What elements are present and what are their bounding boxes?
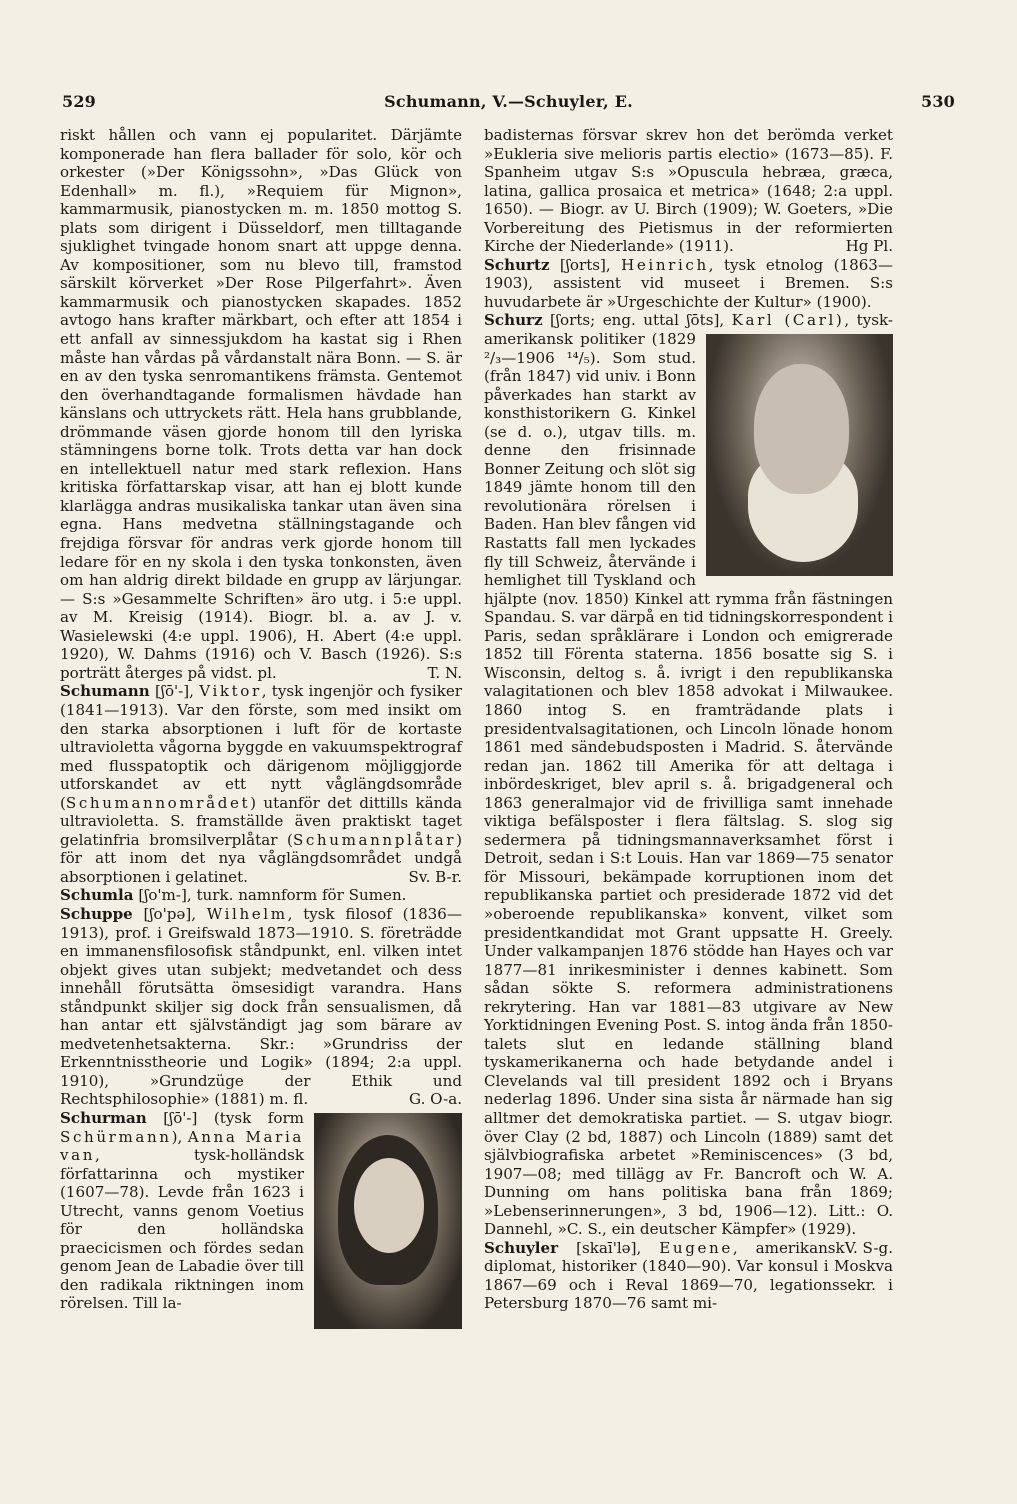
portrait-face: [754, 364, 849, 494]
entry-text: , tysk ingenjör och fysiker (1841—1913). Var den förste, som med insikt om den starka absorptionen i luft för de kortaste ultravioletta vågorna byggde en vakuumspektrograf med flusspatoptik och därigenom möjliggjorde utforskandet av ett nytt våglängdsområde (: [60, 682, 463, 812]
headword: Schuyler: [484, 1238, 559, 1257]
entry-text: , tysk-holländsk författarinna och mystiker (1607—78). Levde från 1623 i Utrecht, vanns genom Voetius för den holländska praecicismen och fördes sedan genom Jean de Labadie över till den radikala riktningen inom rörelsen. Till la-: [60, 1146, 304, 1313]
given-name: Wilhelm: [206, 904, 288, 923]
pronunciation: [skaī'lə],: [558, 1238, 660, 1257]
spaced-term: Schürmann: [60, 1127, 172, 1146]
portrait-carl-schurz: [706, 334, 893, 576]
given-name: Heinrich: [621, 255, 709, 274]
spaced-term: Schumannområdet: [65, 793, 251, 812]
entry-text: , tysk etnolog (1863—1903), assistent vid museet i Bremen. S:s huvudarbete är »Urgeschichte der Kultur» (1900).: [484, 255, 893, 311]
entry-schumla: [60, 886, 462, 905]
entry-text: [ʃo'm-], turk. namnform för Sumen.: [133, 886, 407, 905]
headword: Schuppe: [60, 904, 133, 923]
entry-schumann-viktor: [60, 682, 462, 886]
headword: Schurz: [484, 311, 543, 330]
entry-schuyler: [484, 1239, 893, 1313]
entry-text: , amerikansk diplomat, historiker (1840—90). Var konsul i Moskva 1867—69 och i Reval 1869—70, legationssekr. i Petersburg 1870—76 samt mi-: [484, 1238, 893, 1313]
pronunciation: [ʃo'pə],: [132, 904, 207, 923]
signature: V. S-g.: [844, 1238, 893, 1257]
pronunciation: [ʃō'-] (tysk form: [146, 1108, 304, 1127]
left-page-number: 529: [62, 92, 96, 111]
spaced-term: Schumannplåtar: [292, 830, 457, 849]
running-header: [62, 92, 955, 120]
given-name: Eugene: [659, 1238, 733, 1257]
headword: Schurman: [60, 1108, 147, 1127]
entry-schurtz: [484, 256, 893, 312]
signature: Sv. B-r.: [408, 867, 462, 886]
portrait-face: [354, 1158, 424, 1253]
given-name: Viktor: [199, 682, 262, 701]
signature: G. O-a.: [409, 1090, 462, 1109]
pronunciation: [ʃorts],: [549, 255, 622, 274]
pronunciation: [ʃō'-],: [149, 682, 200, 701]
signature: T. N.: [427, 663, 462, 682]
given-name: Karl (Carl): [731, 311, 845, 330]
pronunciation: [ʃorts; eng. uttal ʃōts],: [542, 311, 732, 330]
schumann-robert-text: riskt hållen och vann ej popularitet. Därjämte komponerade han flera ballader för solo, kör och orkester (»Der Königssohn», »Das Glück von Edenhall» m. fl.), »Requiem für Mignon», kammarmusik, pianostycken m. m. 1850 mottog S. plats som dirigent i Düsseldorf, men tilltagande sjuklighet tvingade honom snart att uppge denna. Av kompositioner, som nu blevo till, framstod särskilt körverket »Der Rose Pilgerfahrt». Även kammarmusik och pianostycken skapades. 1852 avtogo hans krafter märkbart, och efter att 1854 i ett anfall av sinnessjukdom ha kastat sig i Rhen måste han vårdas på vårdanstalt nära Bonn. — S. är en av den tyska senromantikens främsta. Gentemot den överhandtagande formalismen hävdade han känslans och uttryckets rätt. Hela hans grubblande, drömmande väsen gjorde honom till den lyriska stämningens borne tolk. Trots detta var han dock en intellektuell natur med stark reflexion. Hans kritiska författarskap visar, att han ej blott kunde klarlägga andras musikaliska tankar utan även sina egna. Hans medvetna ställningstagande och frejdiga försvar för andras verk gjorde honom till ledare för en ny skola i den tyska tonkonsten, även om han aldrig direkt bildade en grupp av lärjungar. — S:s »Gesammelte Schriften» äro utg. i 5:e uppl. av M. Kreisig (1914). Biogr. bl. a. av J. v. Wasielewski (4:e uppl. 1906), H. Abert (4:e uppl. 1920), W. Dahms (1916) och V. Basch (1926). S:s porträtt återges på vidst. pl.: [60, 126, 462, 682]
entry-text: badisternas försvar skrev hon det berömda verket »Eukleria sive melioris partis electio» (1673—85). F. Spanheim utgav S:s »Opuscula hebræa, græca, latina, gallica prosaica et metrica» (1648; 2:a uppl. 1650). — Biogr. av U. Birch (1909); W. Goeters, »Die Vorbereitung des Pietismus in der reformierten Kirche der Niederlande» (1911).: [484, 126, 893, 256]
header-title: Schumann, V.—Schuyler, E.: [384, 92, 633, 111]
right-column: [484, 126, 893, 1313]
portrait-anna-maria-van-schurman: [314, 1113, 462, 1329]
headword: Schumla: [60, 886, 134, 905]
schumann-robert-continuation: [60, 126, 462, 682]
left-column: [60, 126, 462, 1337]
entry-text: , tysk filosof (1836—1913), prof. i Greifswald 1873—1910. S. företrädde en immanensfilosofisk ståndpunkt, enl. vilken intet objekt gives utan subjekt; medvetandet och dess innehåll förutsätta ömsesidigt varandra. Hans ståndpunkt skiljer sig dock från sensualismen, då han antar ett självständigt jag som bärare av medvetenhetsakterna. Skr.: »Grundriss der Erkenntnisstheorie und Logik» (1894; 2:a uppl. 1910), »Grundzüge der Ethik und Rechtsphilosophie» (1881) m. fl.: [60, 904, 462, 1109]
entry-schuppe: [60, 905, 462, 1109]
headword: Schumann: [60, 682, 150, 701]
entry-text: , tysk-amerikansk politiker (1829 ²/₃—1906 ¹⁴/₅). Som stud. (från 1847) vid univ. i Bonn påverkades han starkt av konsthistorikern G. Kinkel (se d. o.), utgav tills. m. denne den frisinnade Bonner Zeitung och slöt sig 1849 jämte honom till den revolutionära rörelsen i Baden. Han blev fången vid Rastatts fall men lyckades fly till Schweiz, återvände i hemlighet till Tyskland och hjälpte (nov. 1850) Kinkel att rymma från fästningen Spandau. S. var därpå en tid tidningskorrespondent i Paris, sedan språklärare i London och emigrerade 1852 till Förenta staterna. 1856 bosatte sig S. i Wisconsin, deltog s. å. ivrigt i den republikanska valagitationen och blev 1858 advokat i Milwaukee. 1860 intog S. en framträdande plats i presidentvalsagitationen, och Lincoln lönade honom 1861 med sändebudsposten i Madrid. S. återvände redan jan. 1862 till Amerika för att deltaga i inbördeskriget, blev april s. å. brigadgeneral och 1863 generalmajor vid de frivilliga samt innehade viktiga befälsposter i flera fältslag. S. slog sig sedermera på tidningsmannaverksamhet först i Detroit, sedan i S:t Louis. Han var 1869—75 senator för Missouri, bekämpade korruptionen inom det republikanska partiet och presiderade 1872 vid det »oberoende republikanska» konvent, vilket som presidentkandidat mot Grant uppsatte H. Greely. Under valkampanjen 1876 stödde han Hayes och var 1877—81 inrikesminister i dennes kabinett. Som sådan sökte S. reformera administrationens rekrytering. Han var 1881—83 utgivare av New Yorktidningen Evening Post. S. intog ända från 1850-talets slut en ledande ställning bland tyskamerikanerna och hade betydande andel i Clevelands val till president 1892 och i Bryans nederlag 1896. Under sina sista år närmade han sig alltmer det demokratiska partiet. — S. utgav biogr. över Clay (2 bd, 1887) och Lincoln (1889) samt det självbiografiska arbetet »Reminiscences» (3 bd, 1907—08; med tillägg av Fr. Bancroft och W. A. Dunning om hans politiska bana från 1869; »Lebenserinnerungen», 3 bd, 1906—12). Litt.: O. Dannehl, »C. S., ein deutscher Kämpfer» (1929).: [484, 311, 893, 1239]
schurman-continuation: [484, 126, 893, 256]
entry-text: ) utanför det dittills kända ultravioletta. S. framställde även praktiskt taget gelatinfria bromsilverplåtar (: [60, 793, 462, 849]
right-page-number: 530: [921, 92, 955, 111]
entry-text: ),: [171, 1127, 188, 1146]
given-name: Anna Maria van: [60, 1127, 305, 1165]
headword: Schurtz: [484, 255, 550, 274]
entry-text: ) för att inom det nya våglängdsområdet undgå absorptionen i gelatinet.: [60, 830, 462, 886]
signature: Hg Pl.: [845, 237, 893, 256]
